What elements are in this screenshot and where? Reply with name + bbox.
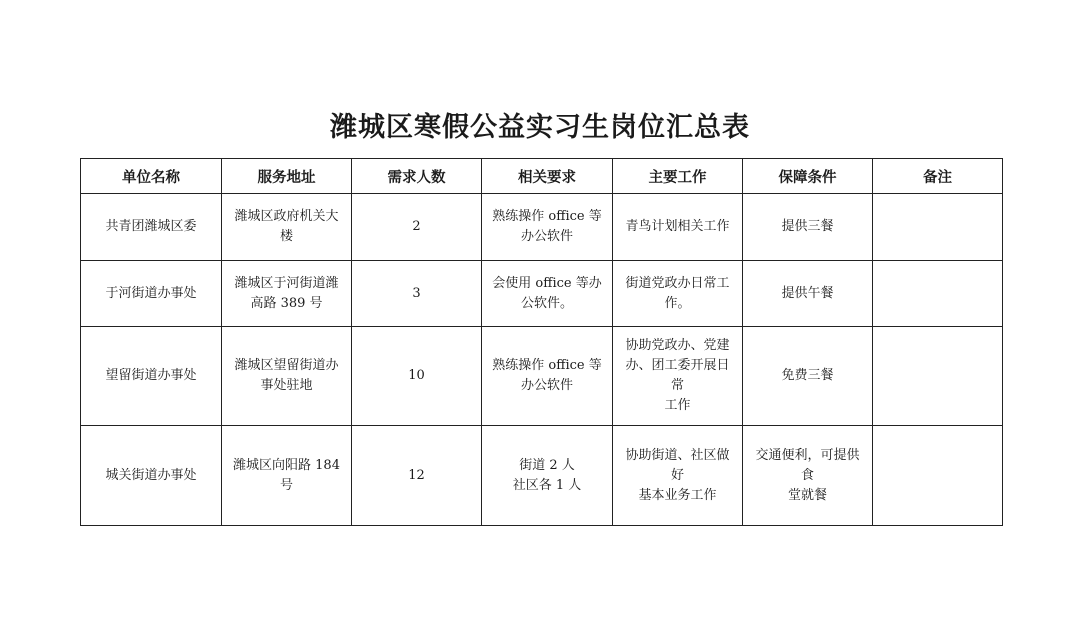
cell-support: 交通便利，可提供食 堂就餐 [743, 426, 873, 526]
cell-support: 免费三餐 [743, 327, 873, 426]
cell-note [873, 426, 1003, 526]
cell-unit: 于河街道办事处 [81, 261, 222, 327]
cell-address: 潍城区望留街道办 事处驻地 [222, 327, 352, 426]
column-header-support: 保障条件 [743, 159, 873, 194]
cell-work: 街道党政办日常工 作。 [613, 261, 743, 327]
cell-address: 潍城区于河街道潍 高路 389 号 [222, 261, 352, 327]
cell-support: 提供三餐 [743, 194, 873, 261]
cell-unit: 城关街道办事处 [81, 426, 222, 526]
cell-work: 协助街道、社区做好 基本业务工作 [613, 426, 743, 526]
table-row [81, 261, 1003, 327]
cell-requirement: 街道 2 人 社区各 1 人 [482, 426, 613, 526]
cell-address: 潍城区政府机关大 楼 [222, 194, 352, 261]
cell-note [873, 327, 1003, 426]
cell-note [873, 194, 1003, 261]
table-row [81, 327, 1003, 426]
column-header-count: 需求人数 [352, 159, 482, 194]
cell-unit: 共青团潍城区委 [81, 194, 222, 261]
cell-count: 12 [352, 426, 482, 526]
cell-requirement: 熟练操作 office 等 办公软件 [482, 327, 613, 426]
cell-support: 提供午餐 [743, 261, 873, 327]
column-header-unit: 单位名称 [81, 159, 222, 194]
column-header-requirement: 相关要求 [482, 159, 613, 194]
cell-work: 青鸟计划相关工作 [613, 194, 743, 261]
cell-unit: 望留街道办事处 [81, 327, 222, 426]
cell-note [873, 261, 1003, 327]
cell-count: 3 [352, 261, 482, 327]
cell-address: 潍城区向阳路 184 号 [222, 426, 352, 526]
column-header-address: 服务地址 [222, 159, 352, 194]
table-header-row [81, 159, 1003, 194]
document-title: 潍城区寒假公益实习生岗位汇总表 [330, 112, 750, 143]
cell-requirement: 会使用 office 等办 公软件。 [482, 261, 613, 327]
column-header-work: 主要工作 [613, 159, 743, 194]
table-row [81, 426, 1003, 526]
cell-count: 2 [352, 194, 482, 261]
cell-requirement: 熟练操作 office 等 办公软件 [482, 194, 613, 261]
cell-work: 协助党政办、党建 办、团工委开展日常 工作 [613, 327, 743, 426]
internship-summary-table [80, 158, 1003, 526]
cell-count: 10 [352, 327, 482, 426]
table-row [81, 194, 1003, 261]
column-header-note: 备注 [873, 159, 1003, 194]
